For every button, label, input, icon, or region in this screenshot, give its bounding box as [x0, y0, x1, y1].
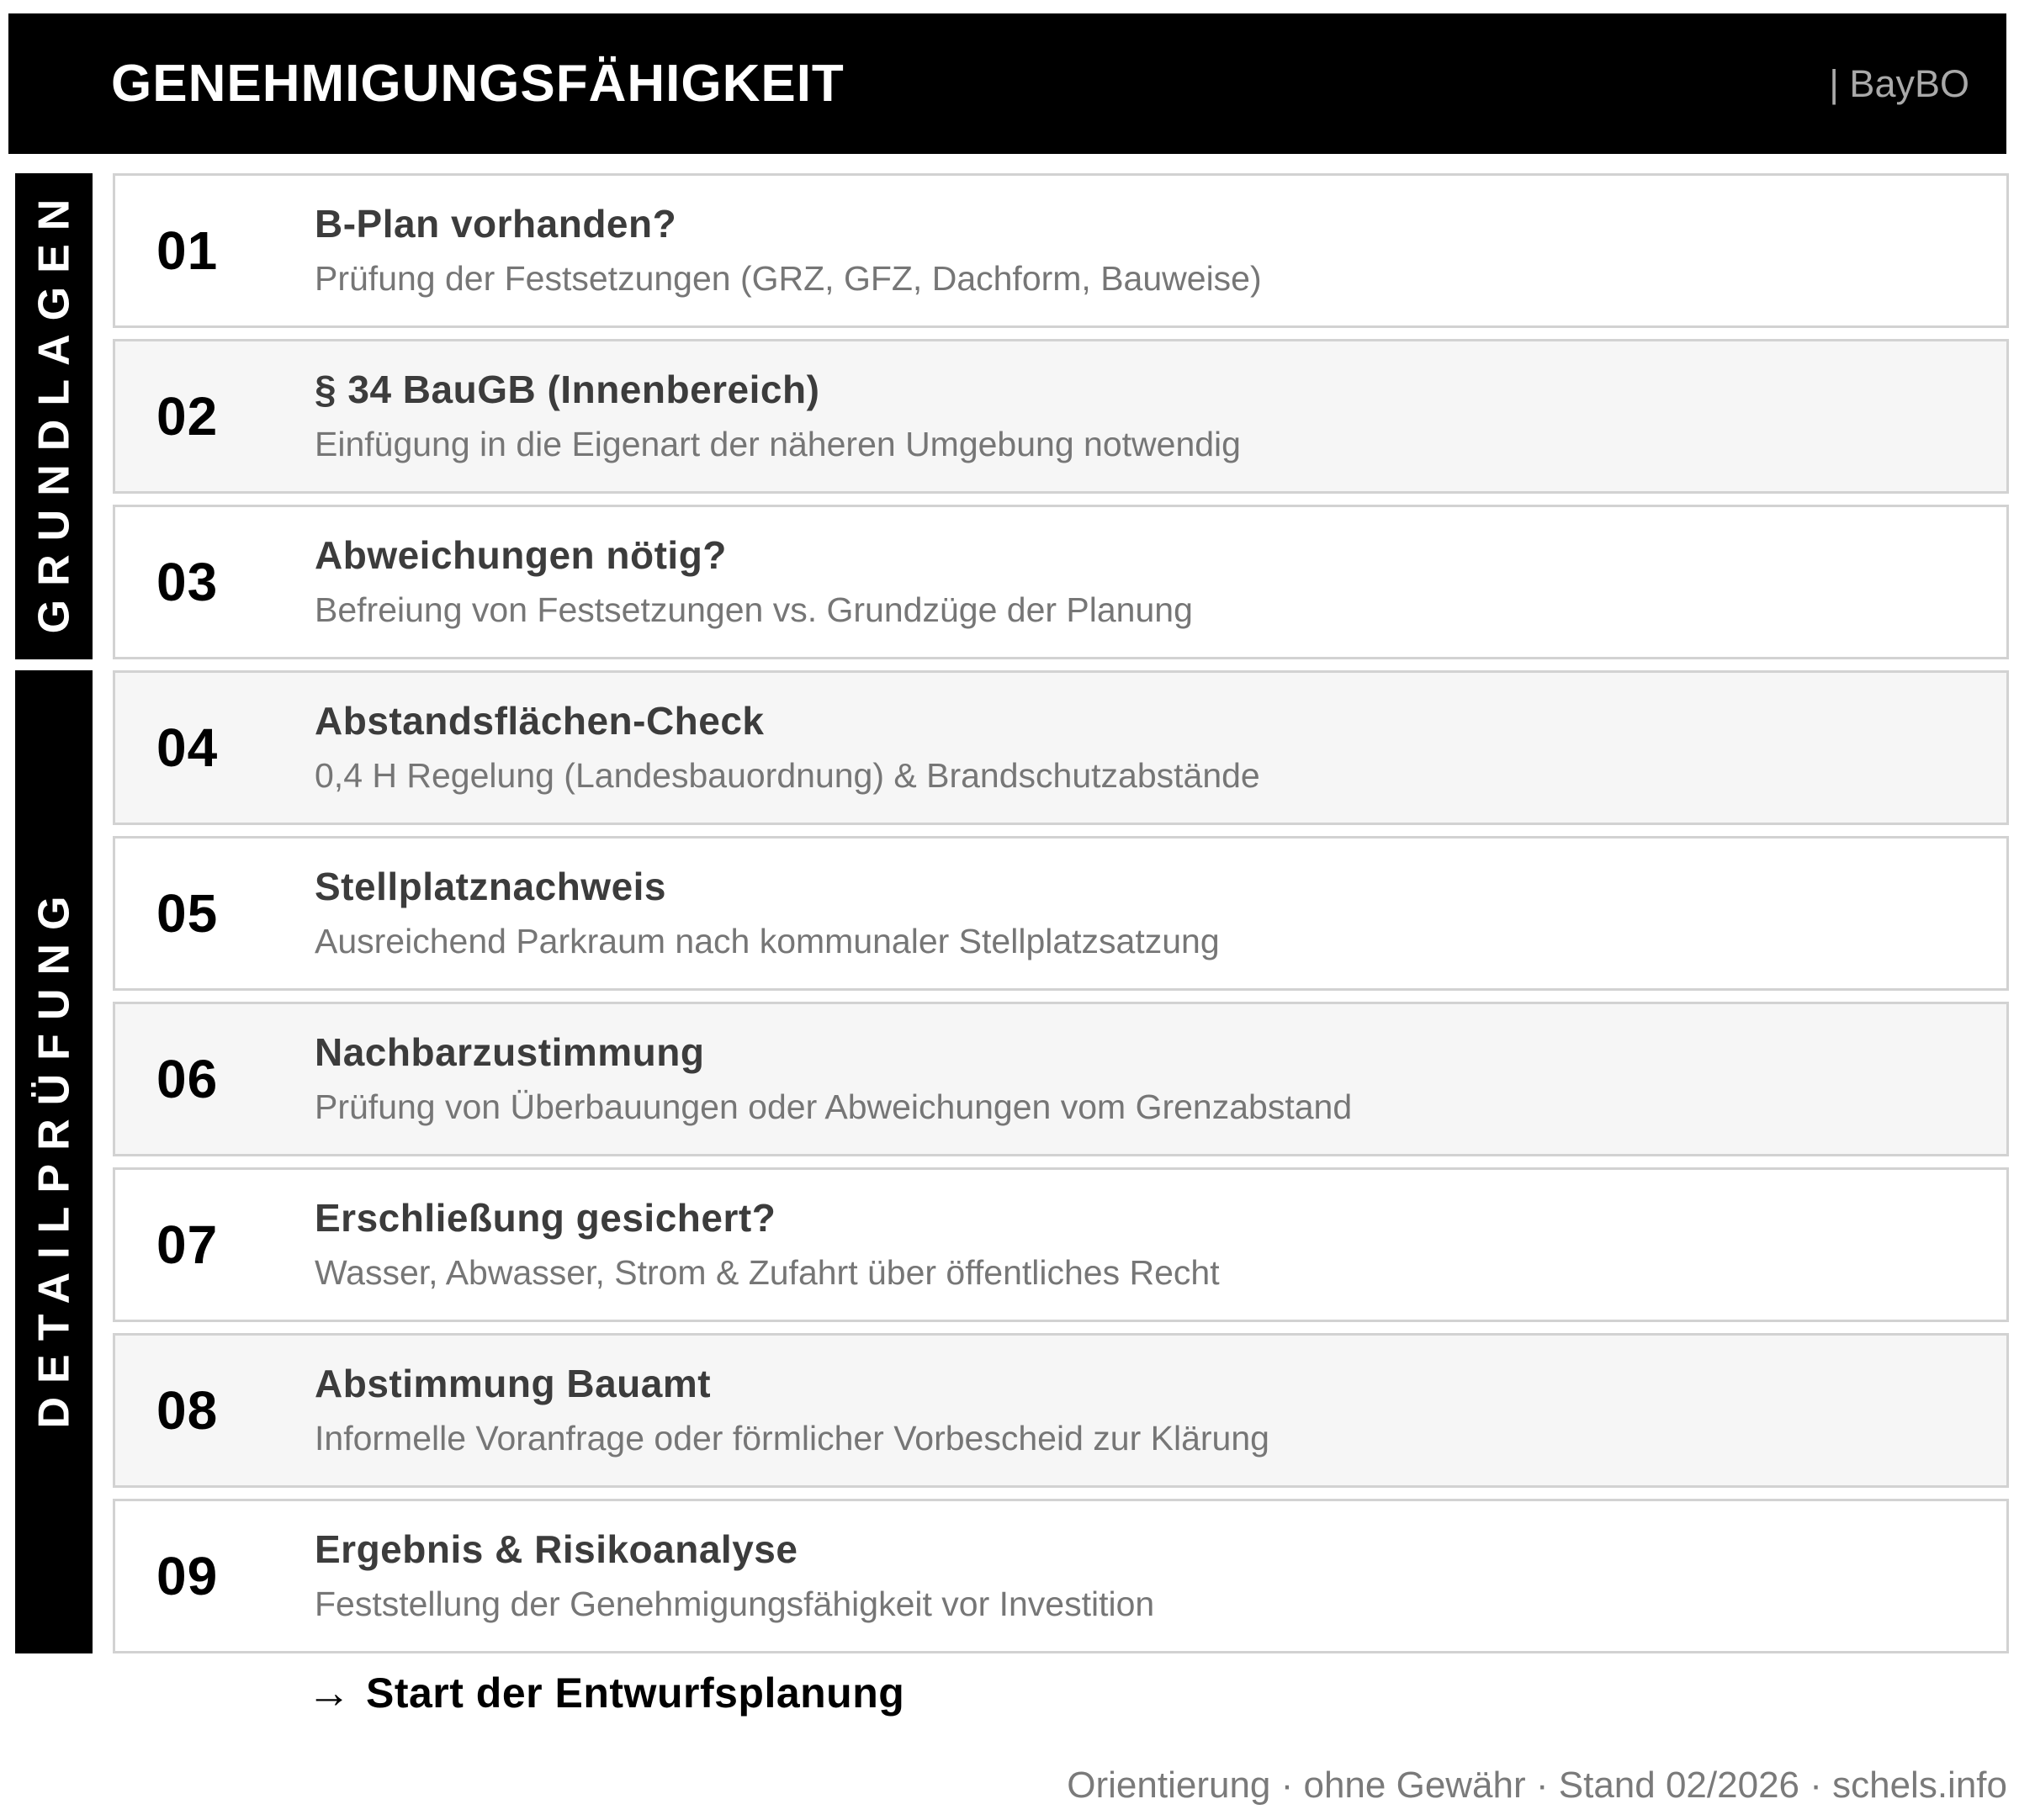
step-text: [315, 864, 1220, 963]
step-subtitle: Einfügung in die Eigenart der näheren Umgebung notwendig: [315, 425, 1241, 463]
step-text: [315, 1029, 1352, 1129]
step-title: B-Plan vorhanden?: [315, 202, 677, 246]
step-title: § 34 BauGB (Innenbereich): [315, 368, 820, 411]
step-title: Abstimmung Bauamt: [315, 1362, 712, 1405]
checklist-grid: [15, 173, 2009, 1653]
step-subtitle: Befreiung von Festsetzungen vs. Grundzüge der Planung: [315, 590, 1193, 629]
step-title: Stellplatznachweis: [315, 865, 667, 908]
step-number: 03: [156, 552, 219, 612]
step-subtitle: Informelle Voranfrage oder förmlicher Vorbescheid zur Klärung: [315, 1419, 1269, 1458]
step-number: 02: [156, 386, 219, 447]
step-subtitle: Prüfung der Festsetzungen (GRZ, GFZ, Dachform, Bauweise): [315, 259, 1262, 298]
step-text: [315, 1361, 1269, 1460]
header-bar: [8, 13, 2006, 154]
section-label: DETAILPRÜFUNG: [29, 881, 79, 1429]
step-card: [113, 836, 2009, 991]
step-card: [113, 1333, 2009, 1488]
step-card: [113, 1002, 2009, 1156]
step-subtitle: Wasser, Abwasser, Strom & Zufahrt über öffentliches Recht: [315, 1253, 1220, 1292]
step-text: [315, 201, 1262, 300]
section-label: GRUNDLAGEN: [29, 185, 79, 634]
baybo-badge: | BayBO: [1829, 61, 1969, 105]
step-subtitle: Prüfung von Überbauungen oder Abweichungen vom Grenzabstand: [315, 1087, 1353, 1126]
step-title: Ergebnis & Risikoanalyse: [315, 1527, 798, 1571]
step-card: [113, 1167, 2009, 1322]
arrow-right-icon: →: [307, 1669, 351, 1717]
step-title: Abweichungen nötig?: [315, 533, 727, 577]
step-card: [113, 173, 2009, 328]
step-number: 01: [156, 220, 219, 281]
step-text: [315, 532, 1193, 632]
step-text: [315, 1195, 1220, 1294]
section-rail-grundlagen: [15, 173, 93, 659]
footer-note: Orientierung · ohne Gewähr · Stand 02/2026 · schels.info: [1067, 1764, 2007, 1806]
cta-label: Start der Entwurfsplanung: [366, 1669, 905, 1717]
step-card: [113, 505, 2009, 659]
page-title: GENEHMIGUNGSFÄHIGKEIT: [111, 55, 845, 113]
step-card: [113, 1499, 2009, 1653]
step-text: [315, 367, 1241, 466]
step-number: 07: [156, 1214, 219, 1275]
step-text: [315, 1526, 1154, 1626]
step-number: 08: [156, 1380, 219, 1441]
cta-line: [307, 1669, 904, 1717]
step-title: Abstandsflächen-Check: [315, 699, 765, 743]
step-subtitle: Ausreichend Parkraum nach kommunaler Stellplatzsatzung: [315, 922, 1220, 960]
step-subtitle: Feststellung der Genehmigungsfähigkeit vor Investition: [315, 1585, 1155, 1623]
step-subtitle: 0,4 H Regelung (Landesbauordnung) & Brandschutzabstände: [315, 756, 1260, 795]
section-rail-detailpruefung: [15, 670, 93, 1653]
step-number: 09: [156, 1546, 219, 1606]
step-number: 06: [156, 1049, 219, 1109]
step-text: [315, 698, 1260, 797]
step-card: [113, 339, 2009, 494]
step-number: 04: [156, 717, 219, 778]
step-title: Erschließung gesichert?: [315, 1196, 776, 1240]
step-title: Nachbarzustimmung: [315, 1030, 705, 1074]
step-number: 05: [156, 883, 219, 944]
step-card: [113, 670, 2009, 825]
